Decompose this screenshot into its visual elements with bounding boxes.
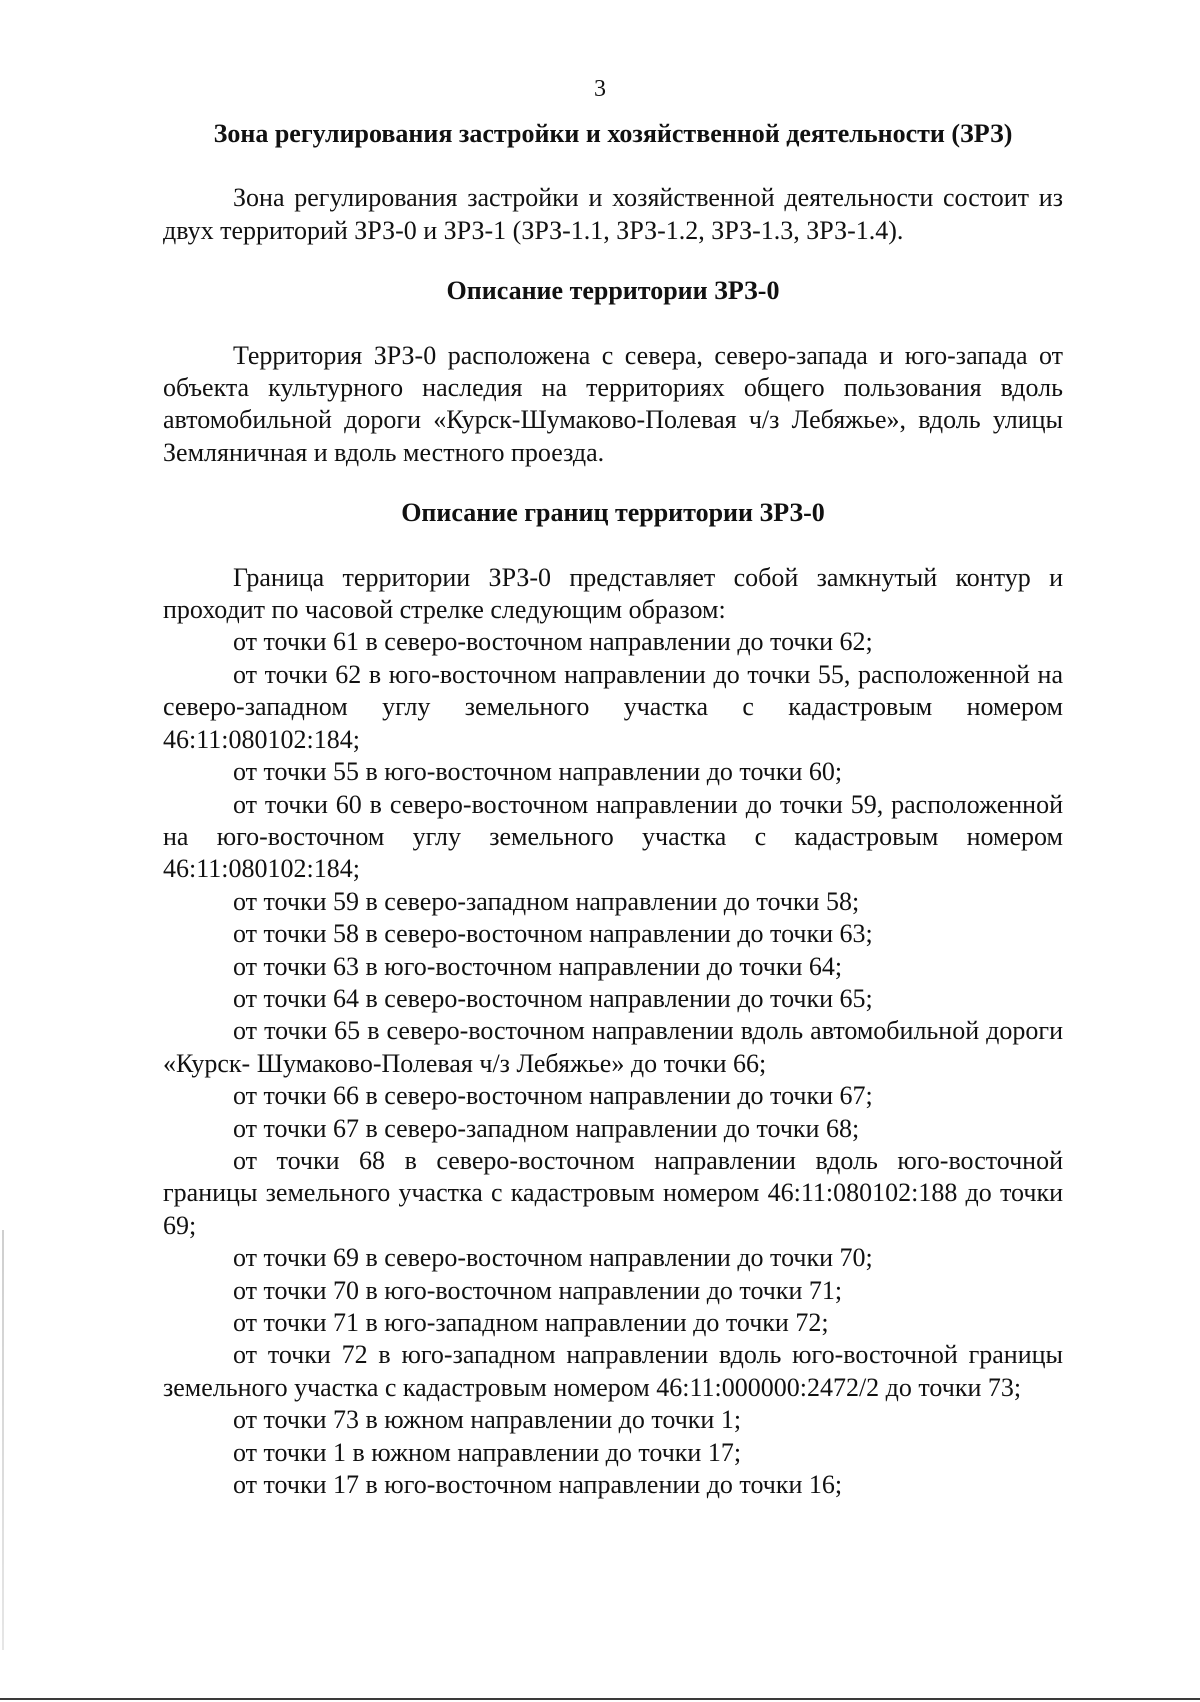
heading-zone-regulation: Зона регулирования застройки и хозяйственной деятельности (ЗРЗ) — [213, 119, 1013, 148]
boundary-item: от точки 60 в северо-восточном направлении до точки 59, расположенной на юго-восточном углу земельного участка с кадастровым номером 46:11:080102:184; — [163, 789, 1063, 884]
boundary-item: от точки 62 в юго-восточном направлении до точки 55, расположенной на северо-западном углу земельного участка с кадастровым номером 46:11:080102:184; — [163, 659, 1063, 754]
boundary-item: от точки 71 в юго-западном направлении до точки 72; — [233, 1308, 829, 1337]
boundary-item: от точки 58 в северо-восточном направлении до точки 63; — [233, 919, 873, 949]
boundary-item: от точки 72 в юго-западном направлении вдоль юго-восточной границы земельного участка с кадастровым номером 46:11:000000:2472/2 до точки 73; — [163, 1340, 1063, 1402]
boundary-list — [163, 626, 1063, 1501]
boundary-item: от точки 17 в юго-восточном направлении до точки 16; — [233, 1470, 843, 1500]
boundary-item: от точки 67 в северо-западном направлении до точки 68; — [233, 1113, 860, 1143]
territory-paragraph: Территория ЗРЗ-0 расположена с севера, северо-запада и юго-запада от объекта культурного наследия на территориях общего пользования вдоль автомобильной дороги «Курск-Шумаково-Полевая ч/з Лебяжье», вдоль улицы Земляничная и вдоль местного проезда. — [163, 340, 1063, 467]
page-number: 3 — [594, 76, 606, 102]
boundary-item: от точки 69 в северо-восточном направлении до точки 70; — [233, 1243, 873, 1273]
scan-edge-left — [2, 1230, 4, 1650]
boundary-item: от точки 61 в северо-восточном направлении до точки 62; — [233, 627, 873, 657]
scan-edge-bottom — [0, 1698, 1200, 1700]
borders-intro-paragraph: Граница территории ЗРЗ-0 представляет собой замкнутый контур и проходит по часовой стрелке следующим образом: — [163, 562, 1063, 625]
boundary-item: от точки 70 в юго-восточном направлении до точки 71; — [233, 1275, 843, 1305]
boundary-item: от точки 73 в южном направлении до точки 1; — [233, 1405, 742, 1435]
document-body — [163, 118, 1063, 1501]
heading-territory-description: Описание территории ЗРЗ-0 — [446, 276, 780, 306]
boundary-item: от точки 64 в северо-восточном направлении до точки 65; — [233, 983, 873, 1013]
boundary-item: от точки 59 в северо-западном направлении до точки 58; — [233, 886, 860, 916]
boundary-item: от точки 1 в южном направлении до точки 17; — [233, 1437, 742, 1467]
intro-paragraph: Зона регулирования застройки и хозяйственной деятельности состоит из двух территорий ЗРЗ-0 и ЗРЗ-1 (ЗРЗ-1.1, ЗРЗ-1.2, ЗРЗ-1.3, ЗРЗ-1.4). — [163, 183, 1063, 245]
boundary-item: от точки 65 в северо-восточном направлении вдоль автомобильной дороги «Курск- Шумаково-Полевая ч/з Лебяжье» до точки 66; — [163, 1016, 1063, 1078]
boundary-item: от точки 66 в северо-восточном направлении до точки 67; — [233, 1081, 873, 1111]
boundary-item: от точки 63 в юго-восточном направлении до точки 64; — [233, 951, 843, 981]
boundary-item: от точки 55 в юго-восточном направлении до точки 60; — [233, 757, 843, 787]
boundary-item: от точки 68 в северо-восточном направлении вдоль юго-восточной границы земельного участка с кадастровым номером 46:11:080102:188 до точки 69; — [163, 1145, 1063, 1240]
heading-borders-description: Описание границ территории ЗРЗ-0 — [401, 498, 825, 528]
